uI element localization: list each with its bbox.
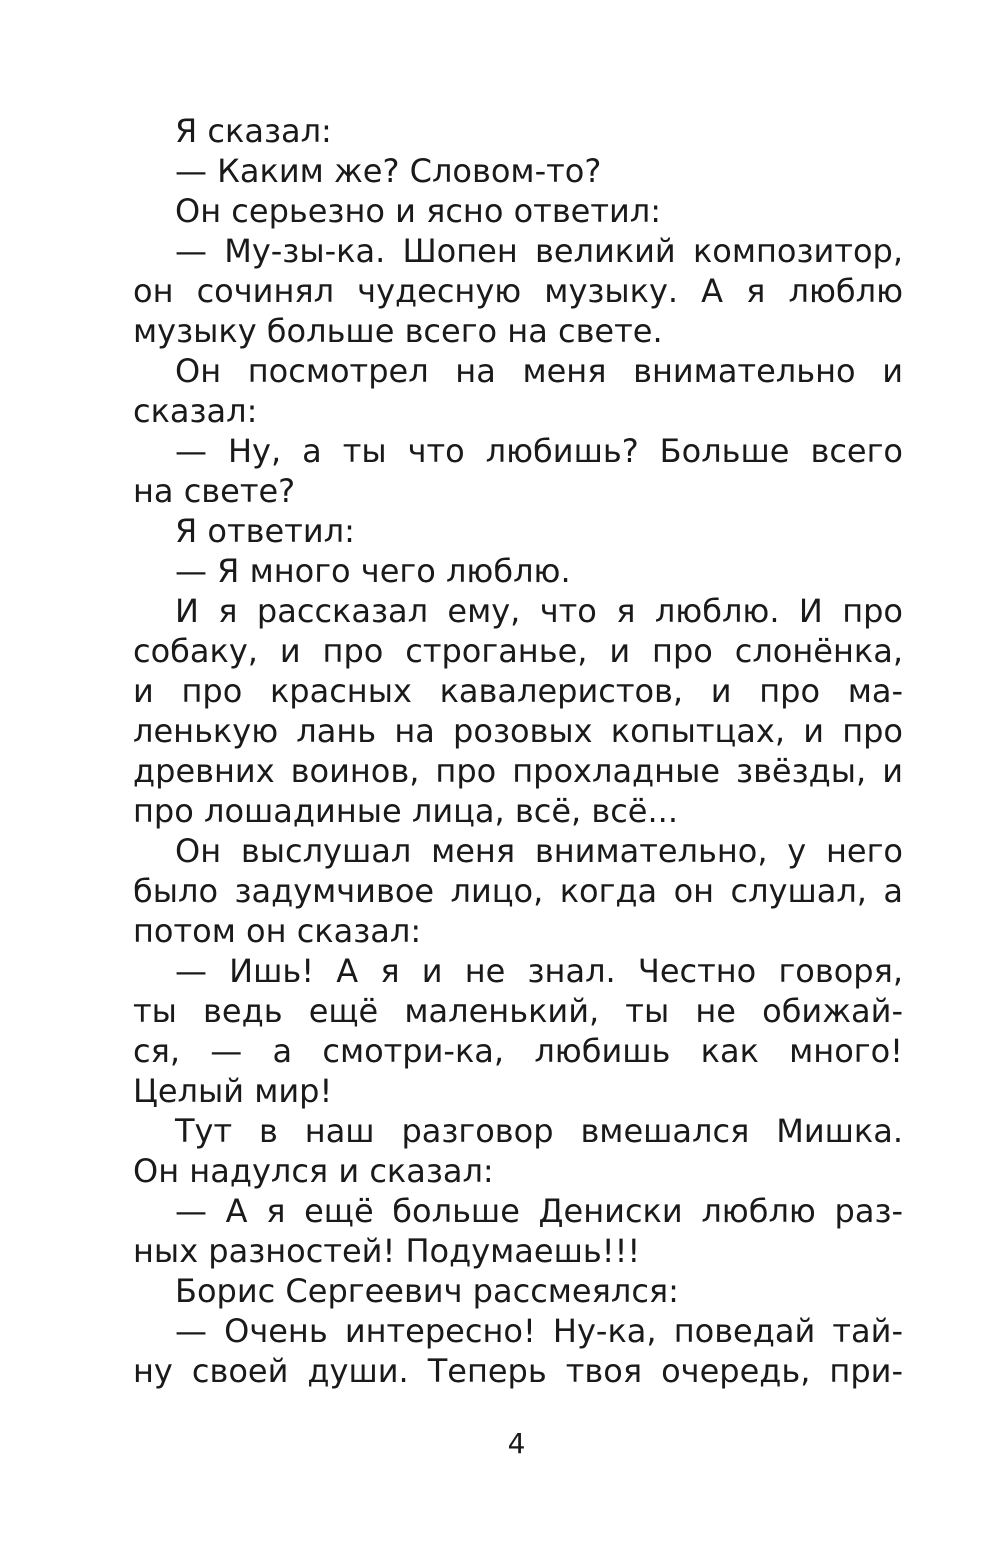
text-line: Он посмотрел на меня внимательно и: [175, 352, 903, 390]
text-line: — Ну, а ты что любишь? Больше всего: [175, 432, 903, 470]
text-line: и про красных кавалеристов, и про ма-: [133, 672, 903, 710]
text-line: Я сказал:: [175, 112, 332, 150]
text-line: — Каким же? Словом-то?: [175, 152, 602, 190]
text-line: музыку больше всего на свете.: [133, 312, 663, 350]
text-line: Он надулся и сказал:: [133, 1152, 494, 1190]
text-line: ленькую лань на розовых копытцах, и про: [133, 712, 903, 750]
text-line: было задумчивое лицо, когда он слушал, а: [133, 872, 903, 910]
text-line: — Очень интересно! Ну-ка, поведай тай-: [175, 1312, 903, 1350]
text-line: собаку, и про строганье, и про слонёнка,: [133, 632, 903, 670]
page-number: 4: [507, 1427, 526, 1460]
body-text: [133, 111, 903, 1391]
text-line: ну своей души. Теперь твоя очередь, при-: [133, 1352, 903, 1390]
text-line: И я рассказал ему, что я люблю. И про: [175, 592, 903, 630]
text-line: Целый мир!: [133, 1072, 333, 1110]
text-line: Борис Сергеевич рассмеялся:: [175, 1272, 679, 1310]
text-line: сказал:: [133, 392, 258, 430]
text-line: Он серьезно и ясно ответил:: [175, 192, 662, 230]
text-line: Он выслушал меня внимательно, у него: [175, 832, 903, 870]
text-line: — Ишь! А я и не знал. Честно говоря,: [175, 952, 903, 990]
text-line: — А я ещё больше Дениски люблю раз-: [175, 1192, 903, 1230]
text-line: Я ответил:: [175, 512, 355, 550]
text-line: на свете?: [133, 472, 296, 510]
text-line: потом он сказал:: [133, 912, 422, 950]
text-line: он сочинял чудесную музыку. А я люблю: [133, 272, 903, 310]
text-line: про лошадиные лица, всё, всё...: [133, 792, 678, 830]
text-line: ты ведь ещё маленький, ты не обижай-: [133, 992, 903, 1030]
text-line: — Му-зы-ка. Шопен великий композитор,: [175, 232, 903, 270]
text-line: Тут в наш разговор вмешался Мишка.: [175, 1112, 903, 1150]
text-line: ных разностей! Подумаешь!!!: [133, 1232, 641, 1270]
text-line: ся, — а смотри-ка, любишь как много!: [133, 1032, 903, 1070]
text-line: — Я много чего люблю.: [175, 552, 571, 590]
text-line: древних воинов, про прохладные звёзды, и: [133, 752, 903, 790]
